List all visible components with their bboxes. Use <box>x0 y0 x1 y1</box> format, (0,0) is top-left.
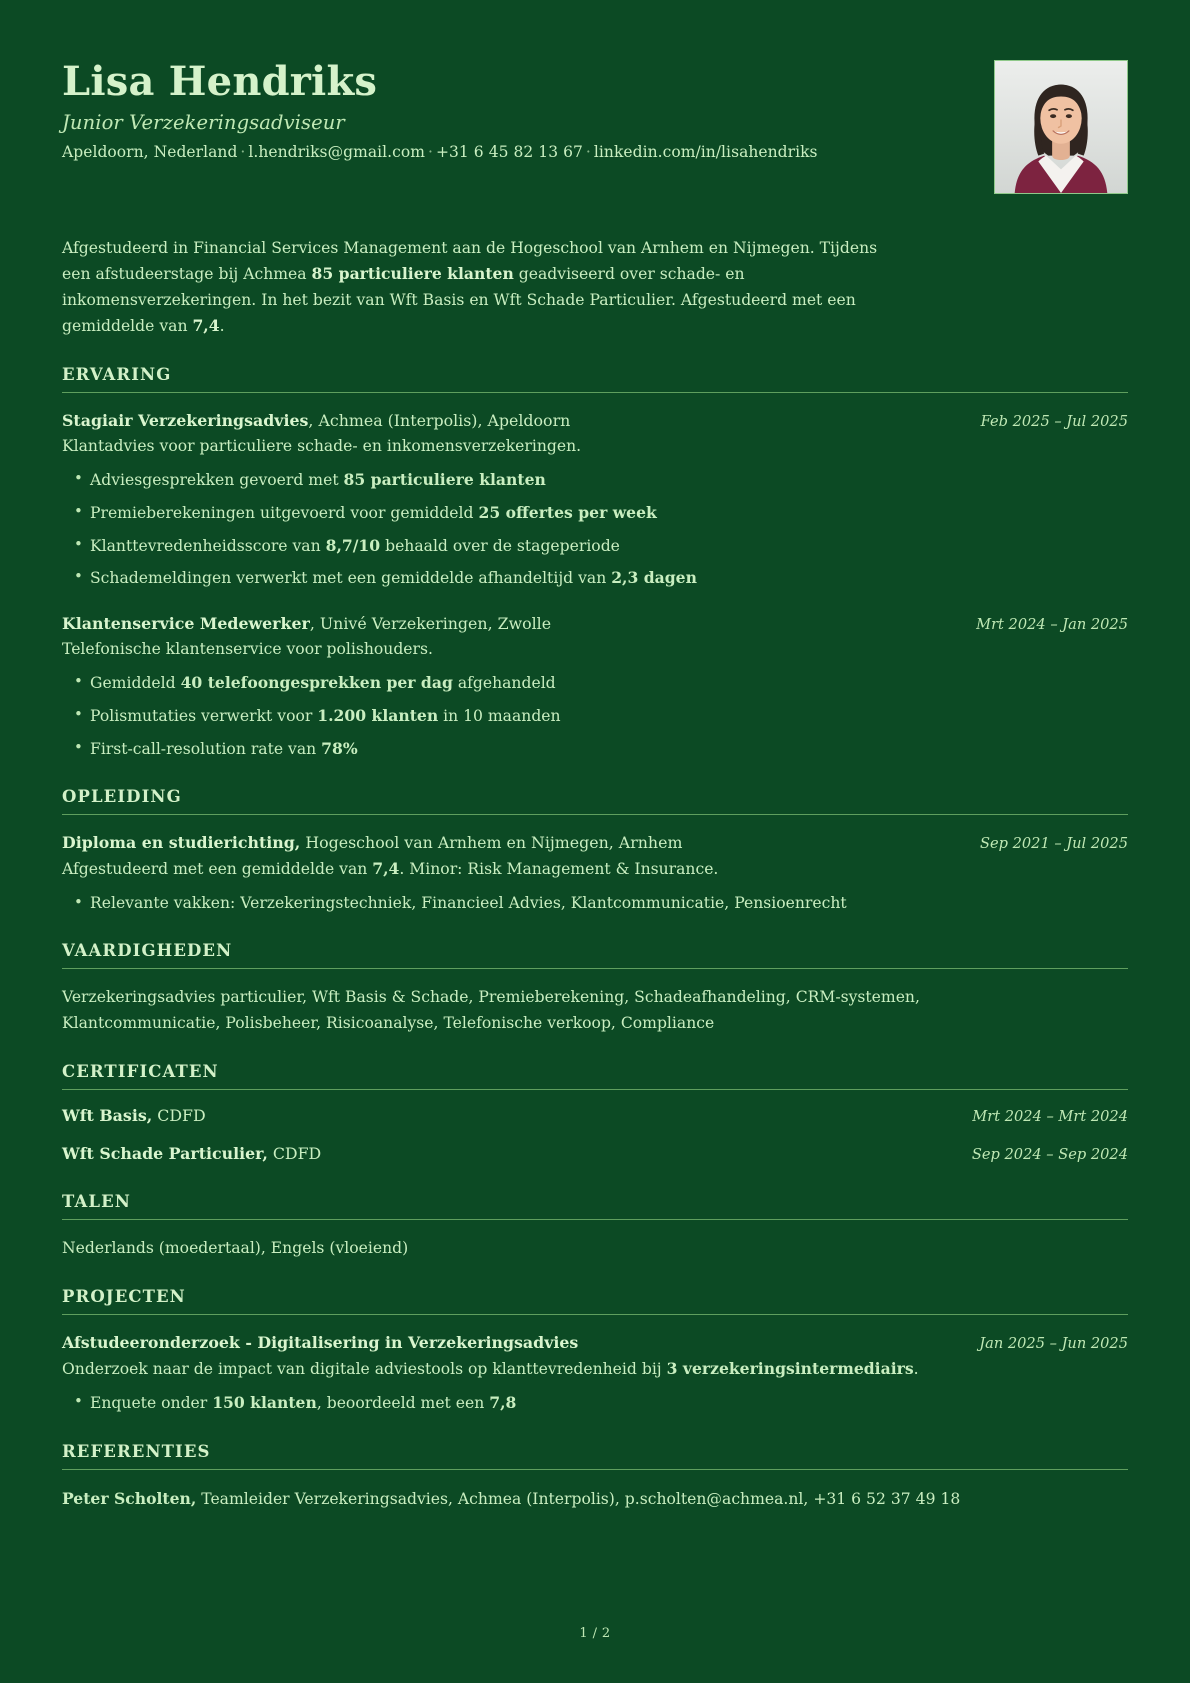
education-sub-text: Afgestudeerd met een gemiddelde van <box>62 860 373 879</box>
bullet-highlight: 150 klanten <box>212 1393 317 1413</box>
job-title: Junior Verzekeringsadviseur <box>62 110 345 134</box>
contact-separator-1: · <box>240 142 246 161</box>
section-divider <box>62 968 1128 969</box>
certificate-row <box>62 1105 1128 1128</box>
avatar <box>994 60 1128 194</box>
contact-separator-3: · <box>585 142 591 161</box>
certificate-row <box>62 1143 1128 1166</box>
bullet-text: First-call-resolution rate van <box>90 739 322 758</box>
bullet-highlight: 40 telefoongesprekken per dag <box>180 673 453 693</box>
certificate-title <box>62 1143 321 1166</box>
bullet-highlight: 78% <box>321 738 358 758</box>
project-bullet-list <box>62 1391 1128 1416</box>
bullet-text: Polismutaties verwerkt voor <box>90 707 318 725</box>
contact-linkedin[interactable]: linkedin.com/in/lisahendriks <box>593 142 818 161</box>
reference-name: Peter Scholten, <box>62 1488 197 1508</box>
reference-line <box>62 1486 1052 1512</box>
bullet-text-end: afgehandeld <box>452 674 556 693</box>
summary-text-2: geadviseerd over schade- en inkomensverzekeringen. In het bezit van Wft Basis en Wft Schade Particulier. Afgestudeerd met een gemiddelde van <box>62 265 856 335</box>
bullet-text: Premieberekeningen uitgevoerd voor gemiddeld <box>90 503 479 522</box>
project-sub-text: Onderzoek naar de impact van digitale adviestools op klanttevredenheid bij <box>62 1359 667 1378</box>
experience-role: Klantenservice Medewerker <box>62 614 310 634</box>
education-entry <box>62 832 1128 915</box>
section-talen <box>62 1192 1128 1261</box>
section-divider <box>62 814 1128 815</box>
experience-title <box>62 613 551 636</box>
section-divider <box>62 1089 1128 1090</box>
education-school: Hogeschool van Arnhem en Nijmegen, Arnhem <box>300 833 683 853</box>
bullet-highlight: 1.200 klanten <box>317 706 439 725</box>
section-opleiding <box>62 787 1128 915</box>
section-divider <box>62 392 1128 393</box>
experience-subtitle: Telefonische klantenservice voor polishouders. <box>62 639 433 658</box>
bullet-text: Gemiddeld <box>90 674 181 693</box>
experience-entry <box>62 613 1128 761</box>
project-title <box>62 1332 578 1355</box>
experience-subtitle: Klantadvies voor particuliere schade- en inkomensverzekeringen. <box>62 436 582 455</box>
languages-text: Nederlands (moedertaal), Engels (vloeiend) <box>62 1238 409 1257</box>
summary-text-3: . <box>219 316 225 335</box>
experience-bullet-list <box>62 671 1128 761</box>
experience-company: , Univé Verzekeringen, Zwolle <box>309 614 552 634</box>
education-degree: Diploma en studierichting, <box>62 833 301 853</box>
bullet-highlight: 25 offertes per week <box>478 502 657 522</box>
education-title <box>62 832 682 855</box>
bullet-text-end: in 10 maanden <box>438 707 561 725</box>
bullet-text: Klanttevredenheidsscore van <box>90 536 326 555</box>
certificate-issuer: CDFD <box>267 1143 322 1163</box>
profile-photo-icon <box>995 61 1127 193</box>
list-item <box>62 671 1128 696</box>
summary-highlight-1: 85 particuliere klanten <box>311 264 514 284</box>
certificate-title <box>62 1105 206 1128</box>
list-item <box>62 1391 1128 1416</box>
education-date: Sep 2021 – Jul 2025 <box>979 835 1128 853</box>
bullet-text: Schademeldingen verwerkt met een gemiddelde afhandeltijd van <box>90 569 612 588</box>
section-certificaten <box>62 1062 1128 1166</box>
section-divider <box>62 1314 1128 1315</box>
page-footer: 1 / 2 <box>579 1626 611 1641</box>
bullet-text: Relevante vakken: Verzekeringstechniek, Financieel Advies, Klantcommunicatie, Pensioenrecht <box>90 893 847 912</box>
page-title: Lisa Hendriks <box>62 58 378 105</box>
experience-entry-header <box>62 613 1128 636</box>
project-subtitle <box>62 1357 1128 1381</box>
list-item <box>62 501 1128 526</box>
project-entry <box>62 1332 1128 1416</box>
experience-title <box>62 410 570 433</box>
experience-date: Mrt 2024 – Jan 2025 <box>976 616 1128 634</box>
section-heading-referenties: REFERENTIES <box>62 1441 211 1461</box>
contact-location: Apeldoorn, Nederland <box>62 142 238 161</box>
project-entry-header <box>62 1332 1128 1355</box>
section-projecten <box>62 1287 1128 1416</box>
summary-text-1: Afgestudeerd in Financial Services Management aan de Hogeschool van Arnhem en Nijmegen. Tijdens een afstudeerstage bij Achmea <box>62 239 878 284</box>
experience-date: Feb 2025 – Jul 2025 <box>980 413 1128 430</box>
summary-highlight-2: 7,4 <box>192 315 220 335</box>
contact-line <box>62 143 1128 161</box>
skills-text: Verzekeringsadvies particulier, Wft Basis & Schade, Premieberekening, Schadeafhandeling, CRM-systemen, Klantcommunicatie, Polisbeheer, Risicoanalyse, Telefonische verkoop, Compliance <box>62 988 920 1032</box>
certificate-date: Mrt 2024 – Mrt 2024 <box>972 1107 1128 1125</box>
education-entry-header <box>62 832 1128 855</box>
section-heading-ervaring: ERVARING <box>62 365 172 384</box>
section-heading-projecten: PROJECTEN <box>62 1286 186 1306</box>
experience-entry <box>62 410 1128 591</box>
education-gpa: 7,4 <box>372 859 400 879</box>
section-referenties <box>62 1442 1128 1512</box>
section-divider <box>62 1219 1128 1220</box>
reference-details: Teamleider Verzekeringsadvies, Achmea (Interpolis), p.scholten@achmea.nl, +31 6 52 37 49 18 <box>196 1489 961 1508</box>
project-name: Afstudeeronderzoek - Digitalisering in Verzekeringsadvies <box>62 1332 579 1352</box>
list-item <box>62 468 1128 493</box>
education-sub-text-end: . Minor: Risk Management & Insurance. <box>399 860 719 879</box>
certificate-date: Sep 2024 – Sep 2024 <box>971 1145 1128 1163</box>
list-item <box>62 704 1128 729</box>
summary-paragraph <box>62 236 888 339</box>
experience-bullet-list <box>62 468 1128 591</box>
bullet-highlight: 85 particuliere klanten <box>343 470 546 490</box>
section-heading-opleiding: OPLEIDING <box>62 787 182 807</box>
section-heading-talen: TALEN <box>62 1191 131 1211</box>
bullet-highlight: 2,3 dagen <box>611 568 697 588</box>
project-date: Jan 2025 – Jun 2025 <box>979 1334 1128 1352</box>
bullet-highlight-2: 7,8 <box>489 1393 517 1413</box>
certificate-issuer: CDFD <box>152 1105 206 1125</box>
list-item <box>62 892 1128 916</box>
certificate-name: Wft Schade Particulier, <box>62 1143 268 1163</box>
experience-company: , Achmea (Interpolis), Apeldoorn <box>308 411 571 430</box>
bullet-text: Adviesgesprekken gevoerd met <box>90 471 344 490</box>
list-item <box>62 566 1128 591</box>
bullet-text-end: behaald over de stageperiode <box>380 536 620 555</box>
experience-role: Stagiair Verzekeringsadvies <box>62 411 309 430</box>
contact-email[interactable]: l.hendriks@gmail.com <box>248 142 425 161</box>
bullet-text: Enquete onder <box>90 1394 213 1413</box>
contact-separator-2: · <box>427 142 433 161</box>
list-item <box>62 534 1128 559</box>
contact-phone[interactable]: +31 6 45 82 13 67 <box>435 142 583 161</box>
experience-entry-header <box>62 410 1128 433</box>
education-bullet-list <box>62 892 1128 916</box>
project-highlight: 3 verzekeringsintermediairs <box>666 1358 914 1378</box>
education-subtitle <box>62 857 1128 881</box>
project-sub-text-end: . <box>913 1359 919 1378</box>
bullet-highlight: 8,7/10 <box>325 535 381 555</box>
bullet-text-mid: , beoordeeld met een <box>316 1394 490 1413</box>
section-vaardigheden <box>62 941 1128 1036</box>
certificate-name: Wft Basis, <box>62 1105 153 1125</box>
section-heading-certificaten: CERTIFICATEN <box>62 1061 219 1081</box>
resume-header <box>62 60 1128 215</box>
section-ervaring <box>62 365 1128 761</box>
list-item <box>62 737 1128 762</box>
section-divider <box>62 1469 1128 1470</box>
section-heading-vaardigheden: VAARDIGHEDEN <box>62 941 233 961</box>
